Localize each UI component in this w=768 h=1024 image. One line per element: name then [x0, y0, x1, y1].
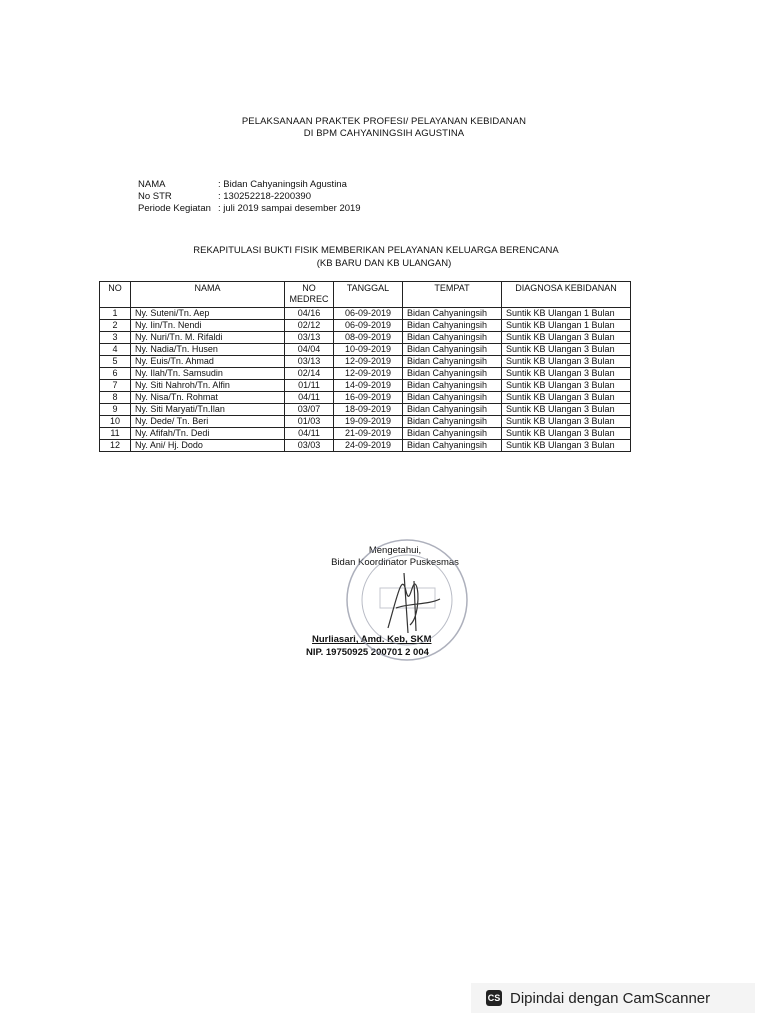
cell-tempat: Bidan Cahyaningsih — [403, 308, 502, 320]
info-value: : Bidan Cahyaningsih Agustina — [218, 179, 347, 190]
cell-tanggal: 12-09-2019 — [334, 356, 403, 368]
cell-no: 11 — [100, 428, 131, 440]
table-row — [100, 332, 631, 344]
document-title: PELAKSANAAN PRAKTEK PROFESI/ PELAYANAN KEBIDANAN — [241, 116, 527, 127]
cell-tempat: Bidan Cahyaningsih — [403, 392, 502, 404]
header-no: NO — [100, 282, 131, 308]
cell-tanggal: 08-09-2019 — [334, 332, 403, 344]
cell-tanggal: 10-09-2019 — [334, 344, 403, 356]
cell-no: 2 — [100, 320, 131, 332]
cell-tempat: Bidan Cahyaningsih — [403, 404, 502, 416]
cell-nama: Ny. Euis/Tn. Ahmad — [131, 356, 285, 368]
cell-nama: Ny. Afifah/Tn. Dedi — [131, 428, 285, 440]
cell-diagnosa: Suntik KB Ulangan 3 Bulan — [502, 356, 631, 368]
signatory-nip: NIP. 19750925 200701 2 004 — [306, 647, 429, 658]
cell-diagnosa: Suntik KB Ulangan 3 Bulan — [502, 416, 631, 428]
info-value: : juli 2019 sampai desember 2019 — [218, 203, 361, 214]
cell-diagnosa: Suntik KB Ulangan 1 Bulan — [502, 308, 631, 320]
cell-no: 12 — [100, 440, 131, 452]
table-header-row — [100, 282, 631, 308]
cell-tempat: Bidan Cahyaningsih — [403, 380, 502, 392]
info-row-periode — [138, 203, 361, 215]
cell-tanggal: 18-09-2019 — [334, 404, 403, 416]
cell-nama: Ny. Ilah/Tn. Samsudin — [131, 368, 285, 380]
cell-tanggal: 16-09-2019 — [334, 392, 403, 404]
document-subtitle-location: DI BPM CAHYANINGSIH AGUSTINA — [303, 128, 465, 139]
camscanner-logo-icon: CS — [486, 990, 502, 1006]
info-label: NAMA — [138, 179, 166, 190]
table-row — [100, 308, 631, 320]
cell-no: 3 — [100, 332, 131, 344]
cell-diagnosa: Suntik KB Ulangan 3 Bulan — [502, 440, 631, 452]
cell-diagnosa: Suntik KB Ulangan 3 Bulan — [502, 344, 631, 356]
cell-nama: Ny. Siti Maryati/Tn.Ilan — [131, 404, 285, 416]
signatory-name: Nurliasari, Amd. Keb, SKM — [312, 634, 432, 645]
cell-medrec: 01/11 — [285, 380, 334, 392]
info-row-str — [138, 191, 361, 203]
camscanner-watermark — [471, 983, 755, 1013]
cell-diagnosa: Suntik KB Ulangan 3 Bulan — [502, 332, 631, 344]
table-row — [100, 368, 631, 380]
cell-medrec: 01/03 — [285, 416, 334, 428]
info-row-nama — [138, 179, 361, 191]
cell-tempat: Bidan Cahyaningsih — [403, 320, 502, 332]
cell-nama: Ny. Siti Nahroh/Tn. Alfin — [131, 380, 285, 392]
cell-nama: Ny. Nisa/Tn. Rohmat — [131, 392, 285, 404]
table-row — [100, 440, 631, 452]
cell-nama: Ny. Dede/ Tn. Beri — [131, 416, 285, 428]
table-row — [100, 404, 631, 416]
cell-medrec: 03/03 — [285, 440, 334, 452]
table-row — [100, 428, 631, 440]
info-label: Periode Kegiatan — [138, 203, 211, 214]
cell-diagnosa: Suntik KB Ulangan 3 Bulan — [502, 380, 631, 392]
cell-no: 4 — [100, 344, 131, 356]
cell-nama: Ny. Suteni/Tn. Aep — [131, 308, 285, 320]
cell-diagnosa: Suntik KB Ulangan 1 Bulan — [502, 320, 631, 332]
cell-tempat: Bidan Cahyaningsih — [403, 332, 502, 344]
cell-medrec: 04/11 — [285, 428, 334, 440]
info-value: : 130252218-2200390 — [218, 191, 311, 202]
cell-nama: Ny. Ani/ Hj. Dodo — [131, 440, 285, 452]
handwritten-signature — [388, 573, 440, 633]
cell-tempat: Bidan Cahyaningsih — [403, 440, 502, 452]
table-row — [100, 356, 631, 368]
cell-medrec: 04/16 — [285, 308, 334, 320]
table-body — [100, 308, 631, 452]
cell-tempat: Bidan Cahyaningsih — [403, 344, 502, 356]
recap-title: REKAPITULASI BUKTI FISIK MEMBERIKAN PELAYANAN KELUARGA BERENCANA — [193, 245, 559, 256]
identity-block — [138, 179, 361, 215]
header-tanggal: TANGGAL — [334, 282, 403, 308]
header-medrec: NO MEDREC — [285, 282, 334, 308]
cell-tempat: Bidan Cahyaningsih — [403, 356, 502, 368]
cell-tanggal: 19-09-2019 — [334, 416, 403, 428]
signature-role: Bidan Koordinator Puskesmas — [331, 557, 459, 568]
cell-medrec: 03/07 — [285, 404, 334, 416]
cell-tempat: Bidan Cahyaningsih — [403, 428, 502, 440]
header-diagnosa: DIAGNOSA KEBIDANAN — [502, 282, 631, 308]
cell-medrec: 04/11 — [285, 392, 334, 404]
cell-diagnosa: Suntik KB Ulangan 3 Bulan — [502, 428, 631, 440]
table-row — [100, 344, 631, 356]
signature-acknowledge: Mengetahui, — [368, 545, 422, 556]
official-stamp-seal — [340, 533, 475, 668]
cell-medrec: 04/04 — [285, 344, 334, 356]
cell-no: 1 — [100, 308, 131, 320]
cell-medrec: 02/14 — [285, 368, 334, 380]
cell-tanggal: 12-09-2019 — [334, 368, 403, 380]
table-row — [100, 320, 631, 332]
cell-tanggal: 06-09-2019 — [334, 320, 403, 332]
cell-tanggal: 21-09-2019 — [334, 428, 403, 440]
cell-nama: Ny. Iin/Tn. Nendi — [131, 320, 285, 332]
cell-medrec: 03/13 — [285, 332, 334, 344]
table-row — [100, 380, 631, 392]
cell-no: 9 — [100, 404, 131, 416]
cell-tempat: Bidan Cahyaningsih — [403, 416, 502, 428]
watermark-text: Dipindai dengan CamScanner — [510, 989, 711, 1007]
table-row — [100, 392, 631, 404]
recap-table — [99, 281, 631, 452]
cell-nama: Ny. Nuri/Tn. M. Rifaldi — [131, 332, 285, 344]
cell-diagnosa: Suntik KB Ulangan 3 Bulan — [502, 392, 631, 404]
header-nama: NAMA — [131, 282, 285, 308]
cell-medrec: 03/13 — [285, 356, 334, 368]
cell-diagnosa: Suntik KB Ulangan 3 Bulan — [502, 368, 631, 380]
cell-tempat: Bidan Cahyaningsih — [403, 368, 502, 380]
cell-tanggal: 06-09-2019 — [334, 308, 403, 320]
recap-subtitle: (KB BARU DAN KB ULANGAN) — [316, 258, 452, 269]
cell-tanggal: 24-09-2019 — [334, 440, 403, 452]
cell-medrec: 02/12 — [285, 320, 334, 332]
cell-no: 5 — [100, 356, 131, 368]
table-row — [100, 416, 631, 428]
cell-tanggal: 14-09-2019 — [334, 380, 403, 392]
cell-no: 10 — [100, 416, 131, 428]
cell-no: 6 — [100, 368, 131, 380]
cell-no: 7 — [100, 380, 131, 392]
info-label: No STR — [138, 191, 172, 202]
cell-no: 8 — [100, 392, 131, 404]
cell-nama: Ny. Nadia/Tn. Husen — [131, 344, 285, 356]
cell-diagnosa: Suntik KB Ulangan 3 Bulan — [502, 404, 631, 416]
header-tempat: TEMPAT — [403, 282, 502, 308]
